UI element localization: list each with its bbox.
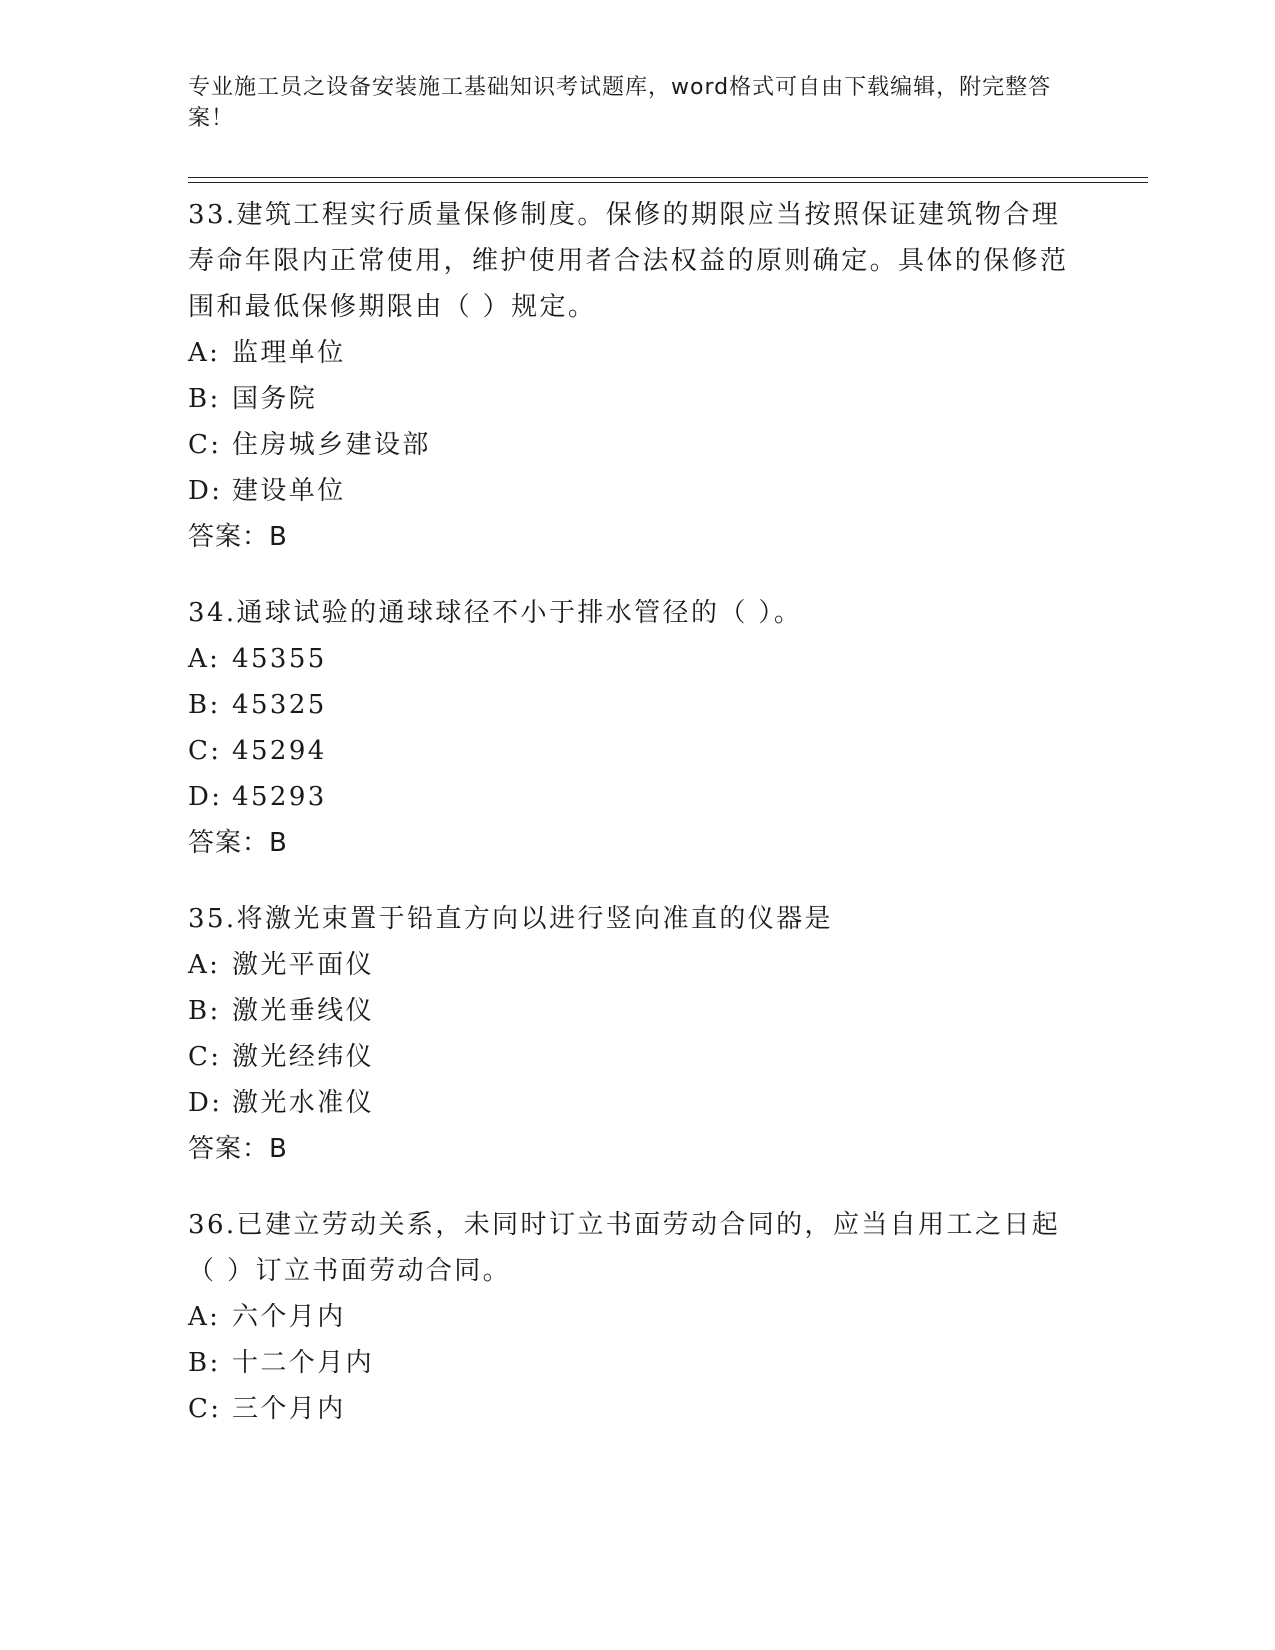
option-key: D: — [188, 1088, 223, 1118]
answer-line: 答案：B — [188, 828, 288, 858]
option-text: 激光经纬仪 — [232, 1042, 375, 1072]
option-text: 住房城乡建设部 — [232, 430, 431, 460]
option-key: B: — [188, 996, 221, 1026]
option-key: C: — [188, 736, 222, 766]
option-key: C: — [188, 1042, 222, 1072]
option-a — [188, 330, 1088, 376]
answer-line: 答案：B — [188, 522, 288, 552]
answer-line: 答案：B — [188, 1134, 288, 1164]
option-key: A: — [188, 338, 221, 368]
option-b — [188, 376, 1088, 422]
question-36 — [188, 1202, 1088, 1432]
option-c — [188, 422, 1088, 468]
option-d — [188, 774, 1088, 820]
option-key: C: — [188, 1394, 222, 1424]
question-33 — [188, 192, 1088, 560]
document-header: 专业施工员之设备安装施工基础知识考试题库，word格式可自由下载编辑，附完整答案！ — [188, 75, 1052, 131]
option-text: 45293 — [232, 782, 327, 812]
question-stem: 34.通球试验的通球球径不小于排水管径的（ ）。 — [188, 598, 803, 628]
option-b — [188, 1340, 1088, 1386]
option-key: A: — [188, 1302, 221, 1332]
option-key: A: — [188, 950, 221, 980]
option-text: 45355 — [232, 644, 327, 674]
option-text: 激光平面仪 — [232, 950, 375, 980]
option-text: 十二个月内 — [232, 1348, 375, 1378]
option-key: A: — [188, 644, 221, 674]
header-divider-bottom — [188, 182, 1148, 183]
option-key: D: — [188, 782, 223, 812]
question-34 — [188, 590, 1088, 866]
option-c — [188, 728, 1088, 774]
question-stem: 33.建筑工程实行质量保修制度。保修的期限应当按照保证建筑物合理寿命年限内正常使用，维护使用者合法权益的原则确定。具体的保修范围和最低保修期限由（ ）规定。 — [188, 200, 1069, 322]
header-divider-top — [188, 177, 1148, 178]
option-key: D: — [188, 476, 223, 506]
option-text: 三个月内 — [232, 1394, 346, 1424]
option-d — [188, 1080, 1088, 1126]
option-text: 45325 — [232, 690, 327, 720]
option-text: 激光水准仪 — [232, 1088, 375, 1118]
option-text: 监理单位 — [232, 338, 346, 368]
option-a — [188, 636, 1088, 682]
option-text: 建设单位 — [232, 476, 346, 506]
option-key: B: — [188, 690, 221, 720]
option-text: 45294 — [232, 736, 327, 766]
question-stem: 36.已建立劳动关系，未同时订立书面劳动合同的，应当自用工之日起（ ）订立书面劳动合同。 — [188, 1210, 1061, 1286]
option-key: B: — [188, 1348, 221, 1378]
option-b — [188, 988, 1088, 1034]
option-a — [188, 942, 1088, 988]
option-b — [188, 682, 1088, 728]
option-key: C: — [188, 430, 222, 460]
option-text: 六个月内 — [232, 1302, 346, 1332]
question-list — [188, 192, 1088, 1462]
option-text: 激光垂线仪 — [232, 996, 375, 1026]
option-key: B: — [188, 384, 221, 414]
option-d — [188, 468, 1088, 514]
option-a — [188, 1294, 1088, 1340]
option-text: 国务院 — [232, 384, 318, 414]
question-stem: 35.将激光束置于铅直方向以进行竖向准直的仪器是 — [188, 904, 833, 934]
option-c — [188, 1386, 1088, 1432]
question-35 — [188, 896, 1088, 1172]
option-c — [188, 1034, 1088, 1080]
